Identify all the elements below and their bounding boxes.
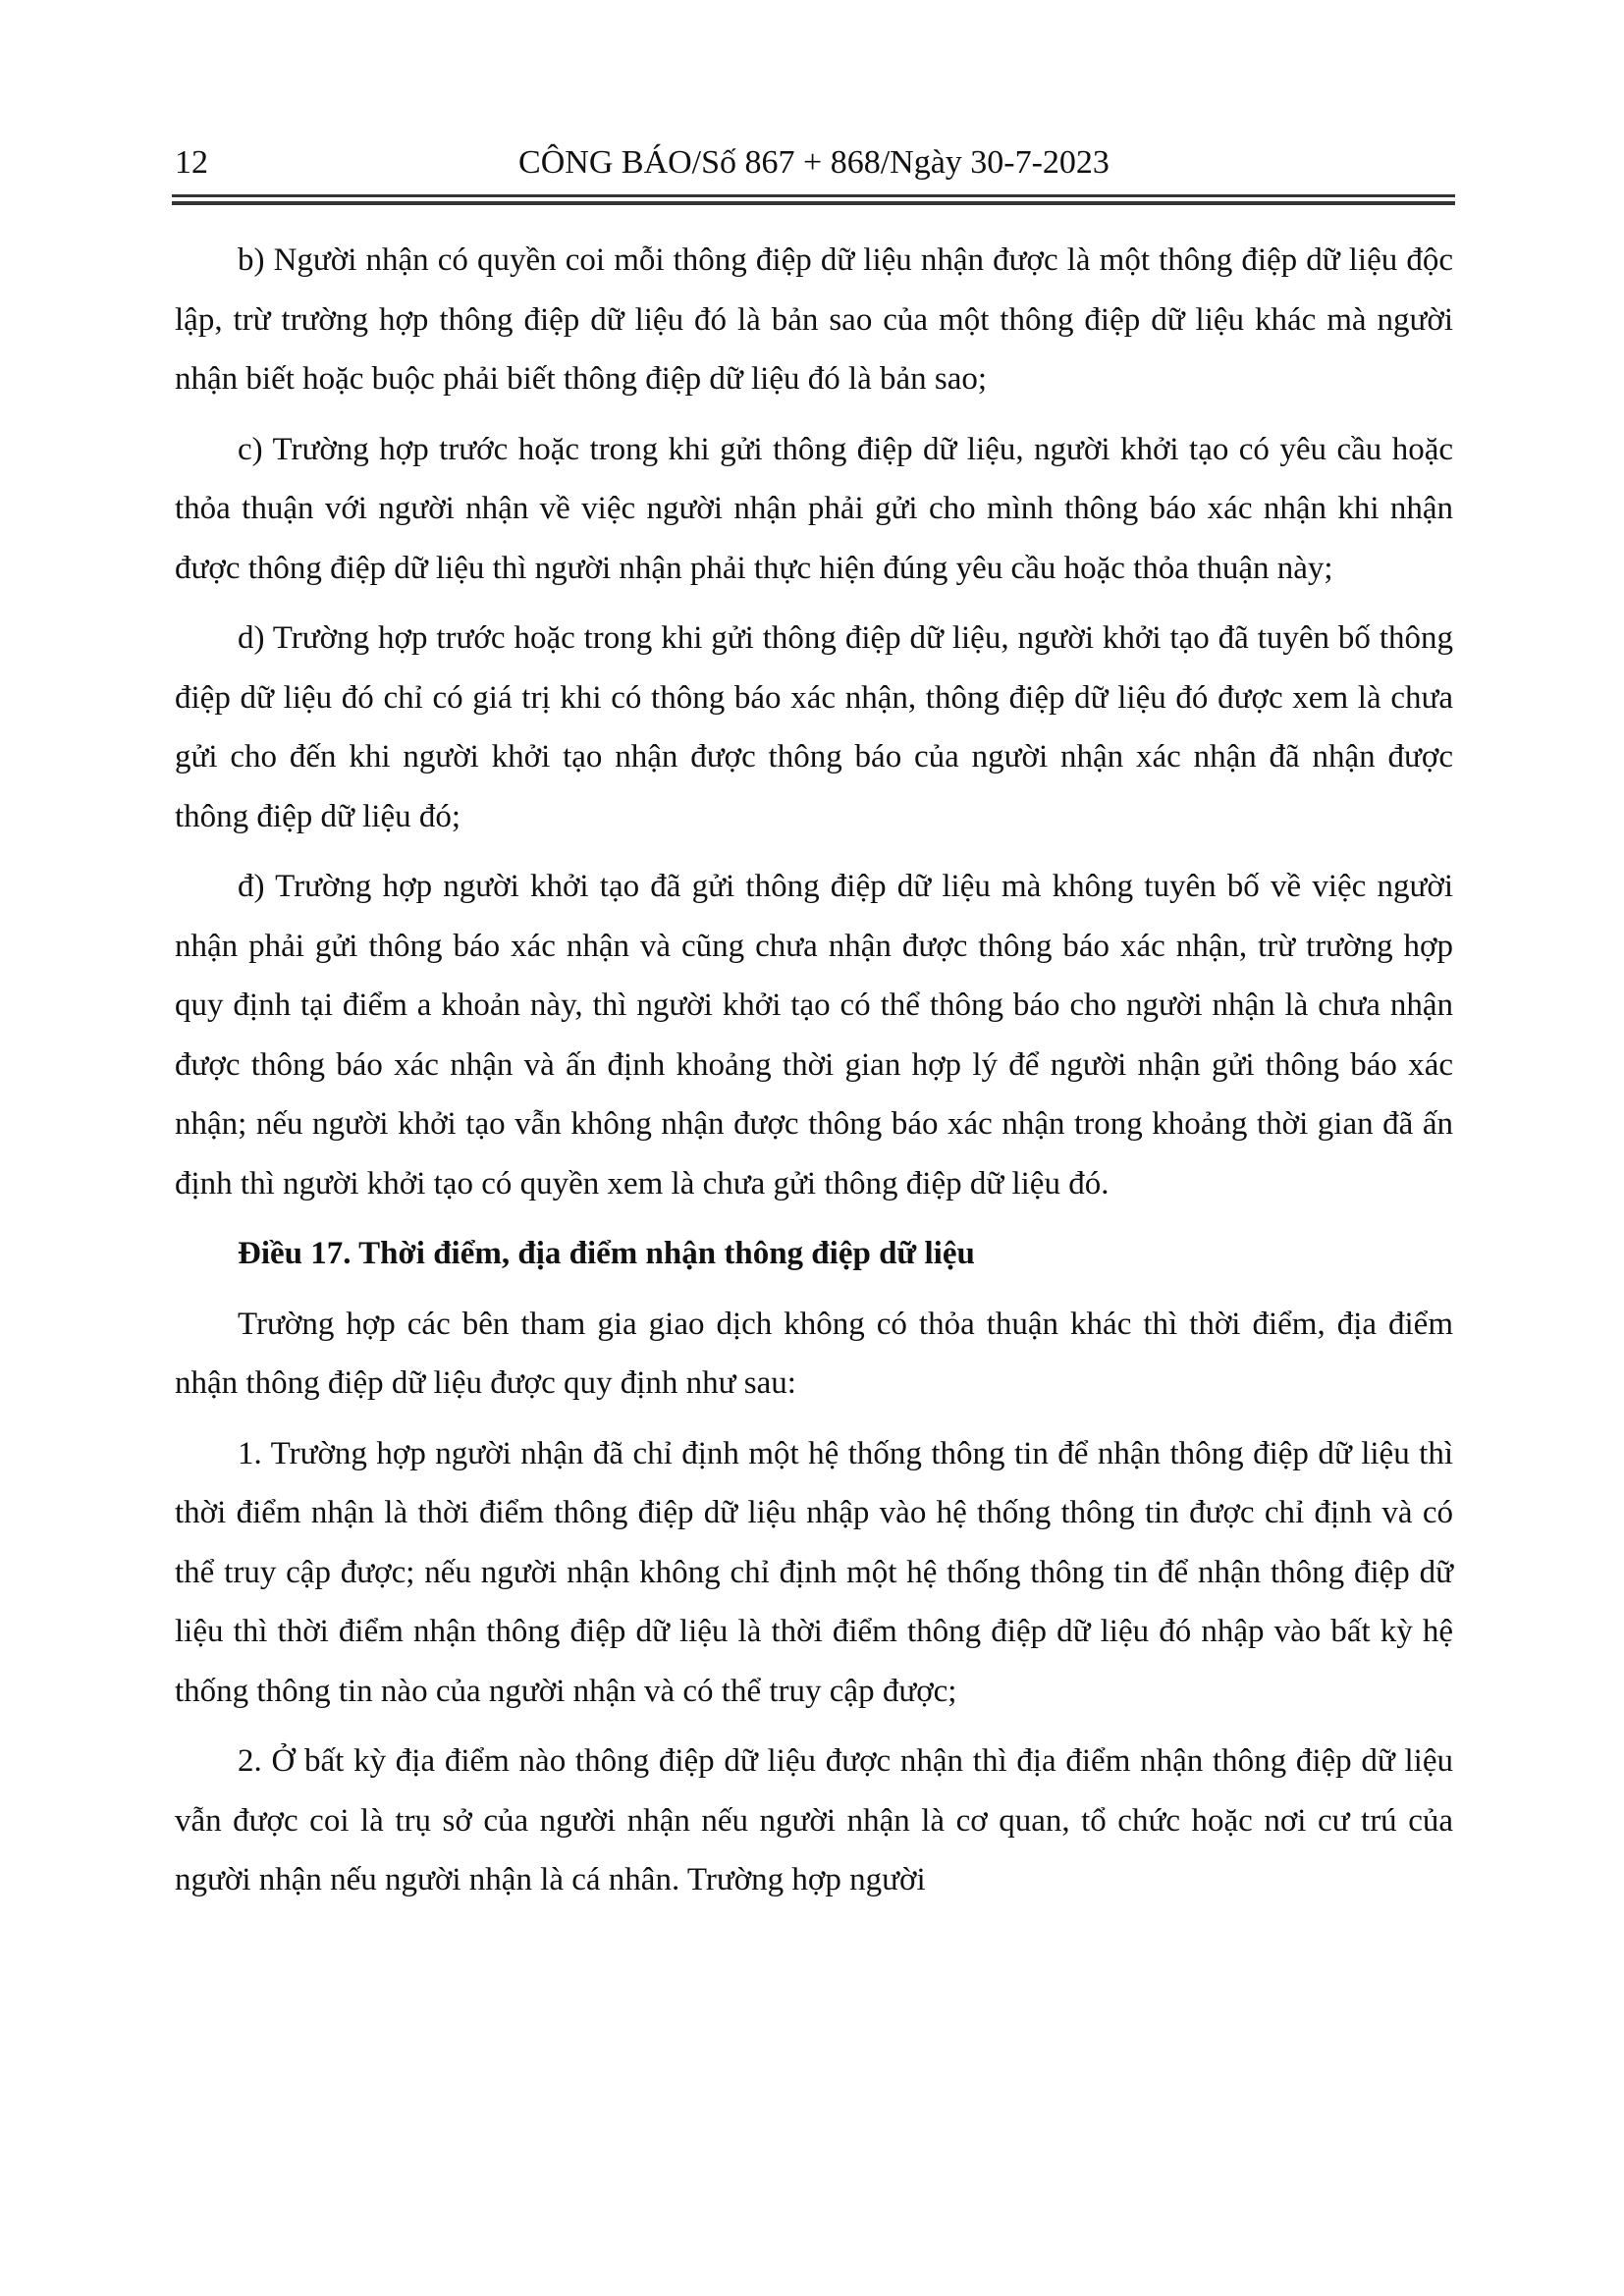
document-page [175, 137, 1453, 1897]
article-clause-2: 2. Ở bất kỳ địa điểm nào thông điệp dữ liệu được nhận thì địa điểm nhận thông điệp dữ liệu vẫn được coi là trụ sở của người nhận nếu người nhận là cơ quan, tổ chức hoặc nơi cư trú của người nhận nếu người nhận là cá nhân. Trường hợp người [175, 1743, 1453, 1897]
paragraph-d: d) Trường hợp trước hoặc trong khi gửi thông điệp dữ liệu, người khởi tạo đã tuyên bố thông điệp dữ liệu đó chỉ có giá trị khi có thông báo xác nhận, thông điệp dữ liệu đó được xem là chưa gửi cho đến khi người khởi tạo nhận được thông báo của người nhận xác nhận đã nhận được thông điệp dữ liệu đó; [175, 620, 1453, 834]
header-rule-thin [172, 194, 1455, 197]
article-intro: Trường hợp các bên tham gia giao dịch không có thỏa thuận khác thì thời điểm, địa điểm nhận thông điệp dữ liệu được quy định như sau: [175, 1306, 1453, 1401]
document-body [175, 231, 1453, 1921]
page-number: 12 [175, 144, 208, 181]
article-heading: Điều 17. Thời điểm, địa điểm nhận thông điệp dữ liệu [238, 1236, 975, 1271]
paragraph-dd: đ) Trường hợp người khởi tạo đã gửi thông điệp dữ liệu mà không tuyên bố về việc người nhận phải gửi thông báo xác nhận và cũng chưa nhận được thông báo xác nhận, trừ trường hợp quy định tại điểm a khoản này, thì người khởi tạo có thể thông báo cho người nhận là chưa nhận được thông báo xác nhận và ấn định khoảng thời gian hợp lý để người nhận gửi thông báo xác nhận; nếu người khởi tạo vẫn không nhận được thông báo xác nhận trong khoảng thời gian đã ấn định thì người khởi tạo có quyền xem là chưa gửi thông điệp dữ liệu đó. [175, 869, 1453, 1201]
paragraph-c: c) Trường hợp trước hoặc trong khi gửi thông điệp dữ liệu, người khởi tạo có yêu cầu hoặc thỏa thuận với người nhận về việc người nhận phải gửi cho mình thông báo xác nhận khi nhận được thông điệp dữ liệu thì người nhận phải thực hiện đúng yêu cầu hoặc thỏa thuận này; [175, 431, 1453, 586]
paragraph-b: b) Người nhận có quyền coi mỗi thông điệp dữ liệu nhận được là một thông điệp dữ liệu độc lập, trừ trường hợp thông điệp dữ liệu đó là bản sao của một thông điệp dữ liệu khác mà người nhận biết hoặc buộc phải biết thông điệp dữ liệu đó là bản sao; [175, 242, 1453, 397]
page-header [175, 137, 1453, 188]
article-clause-1: 1. Trường hợp người nhận đã chỉ định một hệ thống thông tin để nhận thông điệp dữ liệu thì thời điểm nhận là thời điểm thông điệp dữ liệu nhập vào hệ thống thông tin được chỉ định và có thể truy cập được; nếu người nhận không chỉ định một hệ thống thông tin để nhận thông điệp dữ liệu thì thời điểm nhận thông điệp dữ liệu là thời điểm thông điệp dữ liệu đó nhập vào bất kỳ hệ thống thông tin nào của người nhận và có thể truy cập được; [175, 1435, 1453, 1709]
gazette-title: CÔNG BÁO/Số 867 + 868/Ngày 30-7-2023 [518, 144, 1110, 181]
header-rule-thick [172, 201, 1455, 205]
